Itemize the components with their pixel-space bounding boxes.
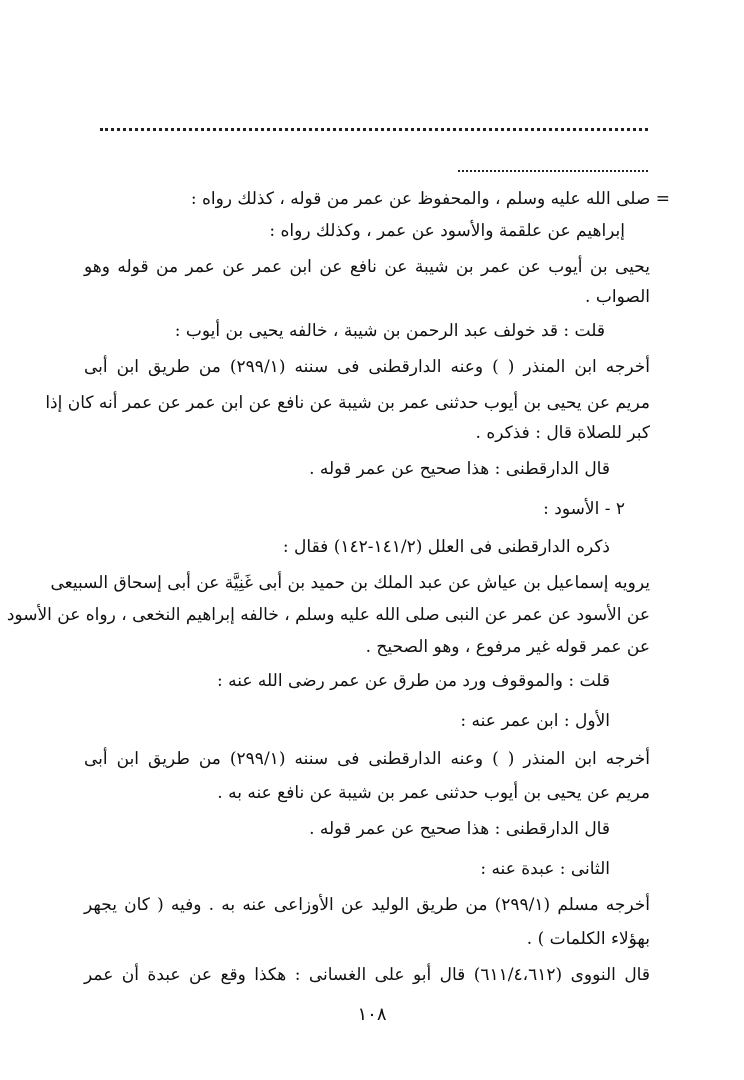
- text-line-4: الصواب .: [585, 287, 650, 307]
- text-line-9: قال الدارقطنى : هذا صحيح عن عمر قوله .: [309, 459, 610, 479]
- text-line-7: مريم عن يحيى بن أيوب حدثنى عمر بن شيبة عن نافع عن ابن عمر عن عمر أنه كان إذا: [45, 393, 650, 413]
- text-line-1: = صلى الله عليه وسلم ، والمحفوظ عن عمر من قوله ، كذلك رواه :: [190, 189, 670, 209]
- text-line-8: كبر للصلاة قال : فذكره .: [475, 423, 650, 443]
- text-line-18: مريم عن يحيى بن أيوب حدثنى عمر بن شيبة عن نافع عنه به .: [217, 783, 650, 803]
- text-line-22: بهؤلاء الكلمات ) .: [526, 929, 650, 949]
- section-heading-aswad: ٢ - الأسود :: [543, 499, 625, 519]
- text-line-17: أخرجه ابن المنذر ( ) وعنه الدارقطنى فى سننه (٢٩٩/١) من طريق ابن أبى: [84, 749, 651, 769]
- page-number: ١٠٨: [357, 1004, 387, 1025]
- text-line-23: قال النووى (٦١١/٤،٦١٢) قال أبو على الغسانى : هكذا وقع عن عبدة أن عمر: [84, 965, 650, 985]
- text-line-13: عن الأسود عن عمر عن النبى صلى الله عليه وسلم ، خالفه إبراهيم النخعى ، رواه عن الأسود: [6, 605, 650, 625]
- text-line-21: أخرجه مسلم (٢٩٩/١) من طريق الوليد عن الأوزاعى عنه به . وفيه ( كان يجهر: [84, 895, 651, 915]
- text-line-2: إبراهيم عن علقمة والأسود عن عمر ، وكذلك رواه :: [269, 221, 625, 241]
- text-line-3: يحيى بن أيوب عن عمر بن شيبة عن نافع عن ابن عمر عن عمر من قوله وهو: [84, 257, 650, 277]
- text-line-15: قلت : والموقوف ورد من طرق عن عمر رضى الله عنه :: [216, 671, 610, 691]
- text-line-19: قال الدارقطنى : هذا صحيح عن عمر قوله .: [309, 819, 610, 839]
- text-line-11: ذكره الدارقطنى فى العلل (١٤١/٢-١٤٢) فقال :: [282, 537, 610, 557]
- top-dotted-rule: [100, 128, 648, 131]
- text-line-14: عن عمر قوله غير مرفوع ، وهو الصحيح .: [365, 637, 650, 657]
- text-line-12: يرويه إسماعيل بن عياش عن عبد الملك بن حميد بن أبى غَنِيَّة عن أبى إسحاق السبيعى: [50, 573, 650, 593]
- text-line-6: أخرجه ابن المنذر ( ) وعنه الدارقطنى فى سننه (٢٩٩/١) من طريق ابن أبى: [84, 357, 651, 377]
- text-line-5: قلت : قد خولف عبد الرحمن بن شيبة ، خالفه يحيى بن أيوب :: [174, 321, 605, 341]
- subheading-second: الثانى : عبدة عنه :: [480, 859, 610, 879]
- subheading-first: الأول : ابن عمر عنه :: [460, 711, 610, 731]
- footnote-dotted-rule: [458, 170, 648, 172]
